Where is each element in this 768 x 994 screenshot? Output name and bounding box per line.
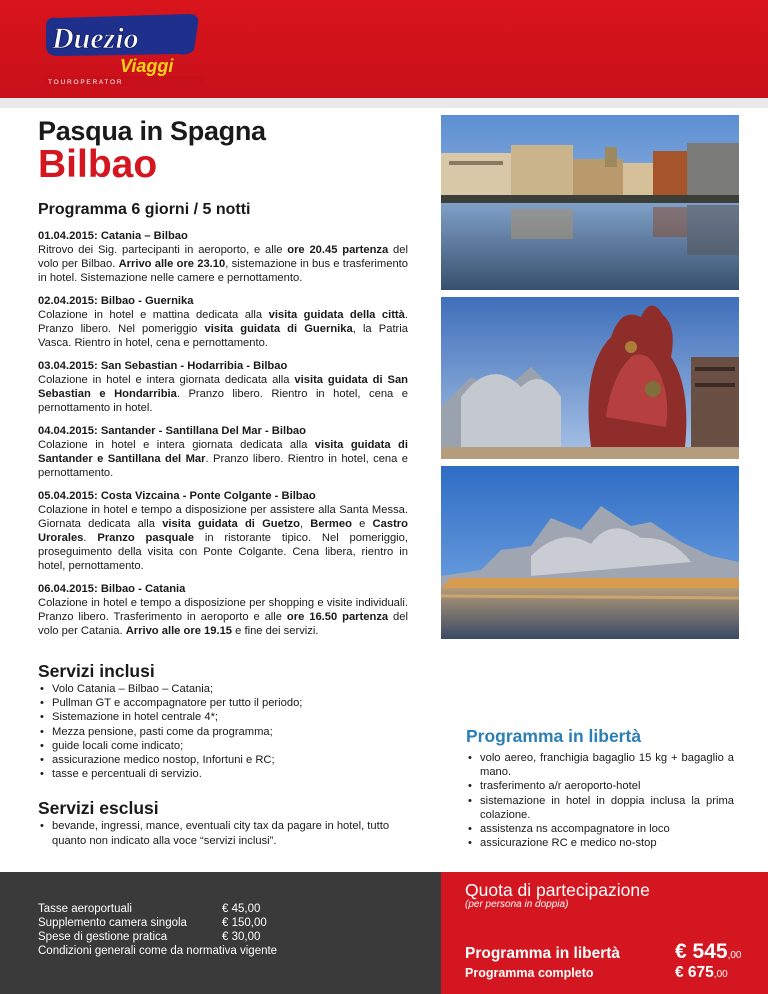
fees-band [0, 872, 441, 994]
itinerary-text-fragment: e fine dei servizi. [232, 625, 319, 637]
itinerary-day-text [38, 438, 408, 480]
bullet-item: • trasferimento a/r aeroporto-hotel [466, 779, 734, 793]
bullet-item: • assistenza ns accompagnatore in loco [466, 822, 734, 836]
services-included-list [38, 682, 408, 781]
itinerary-day-title: 02.04.2015: Bilbao - Guernika [38, 295, 194, 307]
duezio-viaggi-logo [38, 10, 213, 88]
fee-value: € 30,00 [222, 931, 261, 943]
itinerary-day [38, 424, 408, 480]
bullet-item: • sistemazione in hotel in doppia inclusa la prima colazione. [466, 794, 734, 822]
itinerary-highlight: Pranzo pasquale [97, 532, 194, 544]
fee-label: Spese di gestione pratica [38, 931, 168, 943]
itinerary-day-text [38, 503, 408, 573]
photo-column [441, 115, 739, 644]
price-row-free-program [465, 940, 755, 964]
services-excluded-list [38, 819, 408, 847]
itinerary-day-title: 03.04.2015: San Sebastian - Hodarribia - Bilbao [38, 360, 288, 372]
bullet-item: • volo aereo, franchigia bagaglio 15 kg + bagaglio a mano. [466, 751, 734, 779]
itinerary-text-fragment: , sistemazione in bus e trasferimento in hotel. Sistemazione nelle camere e pernottamento. [38, 258, 408, 284]
page-supertitle: Pasqua in Spagna [38, 116, 266, 146]
itinerary-text-fragment: , [299, 518, 311, 530]
page-title: Bilbao [38, 143, 158, 186]
price-value-free-program: € 545,00 [675, 940, 742, 963]
bullet-item: • Mezza pensione, pasti come da programma; [38, 725, 408, 739]
price-row-full-program [465, 964, 755, 982]
itinerary-highlight: Castro Urorales [38, 518, 408, 544]
fee-row [38, 902, 277, 916]
program-duration: Programma 6 giorni / 5 notti [38, 201, 251, 218]
itinerary-day-text [38, 243, 408, 285]
itinerary-day-text [38, 373, 408, 415]
bullet-item: • tasse e percentuali di servizio. [38, 767, 408, 781]
services-included [38, 660, 408, 781]
itinerary-day [38, 229, 408, 285]
itinerary-day-title: 01.04.2015: Catania – Bilbao [38, 230, 188, 242]
itinerary-day [38, 582, 408, 638]
fee-row [38, 930, 277, 944]
bilbao-river-photo [441, 115, 739, 290]
services-excluded-heading: Servizi esclusi [38, 798, 159, 819]
itinerary-text-fragment: e [351, 518, 373, 530]
bullet-item: • bevande, ingressi, mance, eventuali city tax da pagare in hotel, tutto quanto non indicato alla voce “servizi inclusi”. [38, 819, 408, 847]
itinerary-day-title: 06.04.2015: Bilbao - Catania [38, 583, 186, 595]
itinerary-text-fragment: . Pranzo libero. Nel pomeriggio [38, 309, 408, 335]
header-banner [0, 0, 768, 105]
itinerary-text-fragment: in ristorante tipico. Nel pomeriggio, proseguimento della visita con Ponte Colgante. Cena libera, rientro in hotel, pernottamento. [38, 532, 409, 572]
free-program-box [466, 725, 734, 850]
bullet-item: • Pullman GT e accompagnatore per tutto il periodo; [38, 696, 408, 710]
bullet-item: • assicurazione RC e medico no-stop [466, 836, 734, 850]
price-value-full-program: € 675,00 [675, 964, 728, 981]
fee-label: Supplemento camera singola [38, 917, 187, 929]
services-included-heading: Servizi inclusi [38, 661, 155, 681]
itinerary-text-fragment: Colazione in hotel e mattina dedicata alla [38, 309, 269, 321]
itinerary-text-fragment: . [83, 532, 98, 544]
price-label-full-program: Programma completo [465, 966, 594, 980]
itinerary-highlight: ore 16.50 partenza [286, 611, 389, 623]
guggenheim-night-photo [441, 466, 739, 639]
logo-main-text: Duezio [52, 22, 139, 55]
logo-sub-text: Viaggi [120, 56, 174, 76]
itinerary-day-title: 05.04.2015: Costa Vizcaina - Ponte Colgante - Bilbao [38, 490, 316, 502]
price-label-free-program: Programma in libertà [465, 945, 621, 962]
itinerary-text-fragment: Colazione in hotel e intera giornata dedicata alla [38, 439, 315, 451]
free-program-heading: Programma in libertà [466, 726, 642, 746]
itinerary-highlight: visita guidata di Guernika [204, 323, 353, 335]
itinerary-text-fragment: del volo per Catania. [38, 611, 408, 637]
itinerary-text-fragment: del volo per Bilbao. [38, 244, 408, 270]
itinerary-day-title: 04.04.2015: Santander - Santillana Del Mar - Bilbao [38, 425, 306, 437]
itinerary-highlight: Bermeo [310, 518, 352, 530]
fee-value: € 150,00 [222, 917, 267, 929]
fee-label: Tasse aeroportuali [38, 903, 132, 915]
itinerary-highlight: Arrivo alle ore 19.15 [125, 625, 233, 637]
itinerary-day [38, 489, 408, 573]
itinerary-highlight: ore 20.45 partenza [287, 244, 389, 256]
itinerary-highlight: visita guidata della città [268, 309, 405, 321]
header-divider [0, 98, 768, 108]
itinerary-day [38, 359, 408, 415]
free-program-list [466, 751, 734, 850]
itinerary-day [38, 294, 408, 350]
bullet-item: • guide locali come indicato; [38, 739, 408, 753]
itinerary-highlight: visita guidata di Guetzo [162, 518, 300, 530]
itinerary-text-fragment: Colazione in hotel e intera giornata dedicata alla [38, 374, 295, 386]
fee-value: € 45,00 [222, 903, 261, 915]
itinerary-text-fragment: Colazione in hotel e tempo a disposizione per shopping e visite individuali. Pranzo libero. Trasferimento in aeroporto e alle [38, 597, 408, 623]
bullet-item: • assicurazione medico nostop, Infortuni e RC; [38, 753, 408, 767]
bullet-item: • Volo Catania – Bilbao – Catania; [38, 682, 408, 696]
itinerary-text-fragment: . Pranzo libero. Rientro in hotel, cena e pernottamento in hotel. [38, 388, 408, 414]
logo-tagline: T O U R O P E R A T O R [48, 79, 122, 86]
itinerary-highlight: Arrivo alle ore 23.10 [118, 258, 226, 270]
itinerary-highlight: visita guidata di Santander e Santillana del Mar [38, 439, 408, 465]
itinerary-text-fragment: Ritrovo dei Sig. partecipanti in aeroporto, e alle [38, 244, 288, 256]
itinerary-text-fragment: , la Patria Vasca. Rientro in hotel, cena e pernottamento. [38, 323, 408, 349]
itinerary-day-text [38, 596, 408, 638]
itinerary-text-fragment: Colazione in hotel e tempo a disposizione per assistere alla Santa Messa. Giornata dedicata alla [38, 504, 408, 530]
itinerary-text-fragment: . Pranzo libero. Rientro in hotel, cena e pernottamento. [38, 453, 408, 479]
bullet-item: • Sistemazione in hotel centrale 4*; [38, 710, 408, 724]
price-heading: Quota di partecipazione [465, 880, 650, 900]
puppy-guggenheim-photo [441, 297, 739, 459]
itinerary-column [38, 115, 408, 848]
fee-row [38, 916, 277, 930]
services-excluded [38, 797, 408, 847]
fees-list [38, 902, 277, 958]
price-band [441, 872, 768, 994]
price-subheading: (per persona in doppia) [465, 899, 569, 910]
itinerary-days [38, 229, 408, 638]
terms-note: Condizioni generali come da normativa vigente [38, 945, 278, 957]
itinerary-highlight: visita guidata di San Sebastian e Hondarribia [38, 374, 409, 400]
itinerary-day-text [38, 308, 408, 350]
